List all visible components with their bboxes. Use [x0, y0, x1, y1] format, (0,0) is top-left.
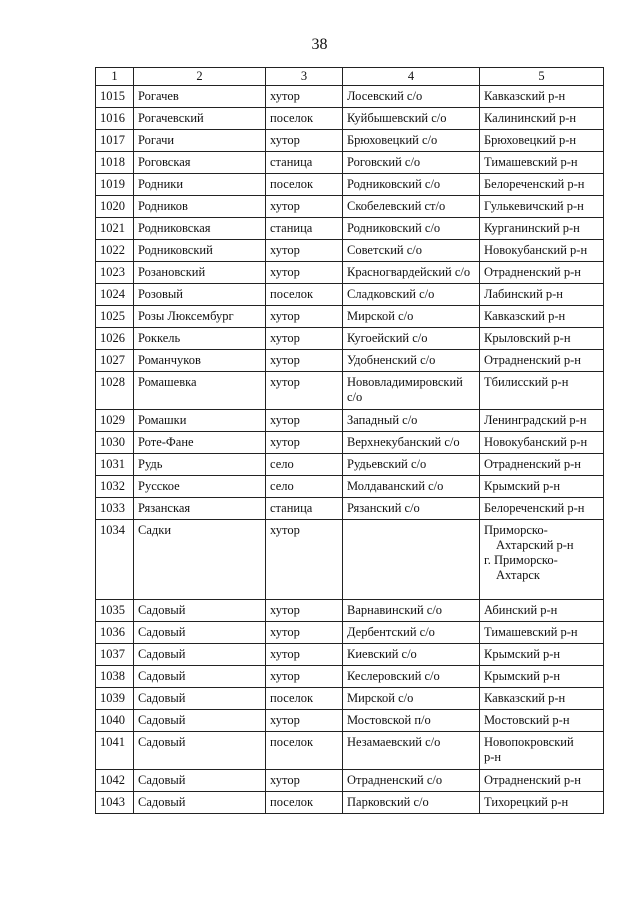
district-cell: Тимашевский р-н — [480, 152, 604, 174]
council-cell: Красногвардейский с/о — [343, 262, 480, 284]
row-number-cell: 1035 — [96, 600, 134, 622]
settlement-name-cell: Рогачевский — [134, 108, 266, 130]
settlement-type-cell: хутор — [266, 770, 343, 792]
district-cell: Отрадненский р-н — [480, 770, 604, 792]
row-number-cell: 1015 — [96, 86, 134, 108]
settlement-type-cell: поселок — [266, 174, 343, 196]
district-cell: Кавказский р-н — [480, 306, 604, 328]
settlement-type-cell: хутор — [266, 600, 343, 622]
district-line: р-н — [484, 750, 502, 764]
district-cell: Мостовский р-н — [480, 710, 604, 732]
district-cell: Новокубанский р-н — [480, 240, 604, 262]
council-cell — [343, 372, 480, 410]
table-row — [96, 520, 604, 600]
district-cell: Белореченский р-н — [480, 498, 604, 520]
district-cell: Брюховецкий р-н — [480, 130, 604, 152]
district-cell: Крымский р-н — [480, 476, 604, 498]
council-cell: Мостовской п/о — [343, 710, 480, 732]
settlement-name-cell: Рязанская — [134, 498, 266, 520]
table-row — [96, 666, 604, 688]
settlements-table — [95, 67, 604, 814]
row-number-cell: 1042 — [96, 770, 134, 792]
row-number-cell: 1021 — [96, 218, 134, 240]
council-cell: Кугоейский с/о — [343, 328, 480, 350]
settlement-type-cell: станица — [266, 498, 343, 520]
council-cell: Рудьевский с/о — [343, 454, 480, 476]
settlement-type-cell: хутор — [266, 130, 343, 152]
table-row — [96, 372, 604, 410]
settlement-type-cell: станица — [266, 218, 343, 240]
table-row — [96, 454, 604, 476]
row-number-cell: 1039 — [96, 688, 134, 710]
column-header: 1 — [96, 68, 134, 86]
row-number-cell: 1024 — [96, 284, 134, 306]
district-cell: Крымский р-н — [480, 644, 604, 666]
council-cell: Удобненский с/о — [343, 350, 480, 372]
settlement-name-cell: Родниковский — [134, 240, 266, 262]
column-header: 2 — [134, 68, 266, 86]
settlement-name-cell: Садовый — [134, 644, 266, 666]
row-number-cell: 1041 — [96, 732, 134, 770]
council-cell: Скобелевский ст/о — [343, 196, 480, 218]
row-number-cell: 1027 — [96, 350, 134, 372]
district-cell — [480, 520, 604, 600]
settlement-name-cell: Роговская — [134, 152, 266, 174]
council-cell: Дербентский с/о — [343, 622, 480, 644]
settlement-name-cell: Родники — [134, 174, 266, 196]
row-number-cell: 1034 — [96, 520, 134, 600]
settlement-name-cell: Родниковская — [134, 218, 266, 240]
settlement-name-cell: Садовый — [134, 688, 266, 710]
table-row — [96, 328, 604, 350]
settlement-name-cell: Ромашки — [134, 410, 266, 432]
settlement-type-cell: хутор — [266, 622, 343, 644]
district-cell: Тихорецкий р-н — [480, 792, 604, 814]
council-cell: Киевский с/о — [343, 644, 480, 666]
settlement-type-cell: хутор — [266, 520, 343, 600]
table-row — [96, 262, 604, 284]
table-row — [96, 710, 604, 732]
row-number-cell: 1032 — [96, 476, 134, 498]
district-cell: Калининский р-н — [480, 108, 604, 130]
settlement-type-cell: хутор — [266, 410, 343, 432]
district-cell — [480, 732, 604, 770]
table-row — [96, 688, 604, 710]
table-row — [96, 622, 604, 644]
table-row — [96, 86, 604, 108]
settlement-type-cell: поселок — [266, 284, 343, 306]
council-cell: Рязанский с/о — [343, 498, 480, 520]
district-cell: Курганинский р-н — [480, 218, 604, 240]
council-cell: Мирской с/о — [343, 688, 480, 710]
settlement-name-cell: Садовый — [134, 792, 266, 814]
settlement-type-cell: хутор — [266, 86, 343, 108]
district-line: Ахтарский р-н — [496, 538, 574, 552]
row-number-cell: 1022 — [96, 240, 134, 262]
table-row — [96, 240, 604, 262]
table-row — [96, 792, 604, 814]
district-cell: Крыловский р-н — [480, 328, 604, 350]
table-row — [96, 498, 604, 520]
row-number-cell: 1038 — [96, 666, 134, 688]
row-number-cell: 1025 — [96, 306, 134, 328]
district-line: г. Приморско- — [484, 553, 558, 567]
council-cell: Парковский с/о — [343, 792, 480, 814]
settlement-name-cell: Рудь — [134, 454, 266, 476]
district-cell: Гулькевичский р-н — [480, 196, 604, 218]
table-row — [96, 770, 604, 792]
district-cell: Отрадненский р-н — [480, 350, 604, 372]
table-row — [96, 196, 604, 218]
row-number-cell: 1043 — [96, 792, 134, 814]
council-cell: Сладковский с/о — [343, 284, 480, 306]
council-cell: Куйбышевский с/о — [343, 108, 480, 130]
table-row — [96, 218, 604, 240]
row-number-cell: 1016 — [96, 108, 134, 130]
settlement-type-cell: хутор — [266, 644, 343, 666]
council-cell: Варнавинский с/о — [343, 600, 480, 622]
settlement-type-cell: хутор — [266, 432, 343, 454]
council-cell: Родниковский с/о — [343, 218, 480, 240]
settlement-type-cell: поселок — [266, 732, 343, 770]
table-row — [96, 130, 604, 152]
table-row — [96, 284, 604, 306]
settlement-name-cell: Романчуков — [134, 350, 266, 372]
row-number-cell: 1020 — [96, 196, 134, 218]
council-cell: Советский с/о — [343, 240, 480, 262]
column-header: 5 — [480, 68, 604, 86]
district-cell: Ленинградский р-н — [480, 410, 604, 432]
row-number-cell: 1040 — [96, 710, 134, 732]
table-row — [96, 410, 604, 432]
settlement-type-cell: поселок — [266, 688, 343, 710]
row-number-cell: 1026 — [96, 328, 134, 350]
settlement-type-cell: село — [266, 476, 343, 498]
settlement-type-cell: хутор — [266, 328, 343, 350]
settlement-name-cell: Садовый — [134, 600, 266, 622]
table-row — [96, 732, 604, 770]
settlement-name-cell: Ромашевка — [134, 372, 266, 410]
settlement-name-cell: Рогачев — [134, 86, 266, 108]
table-row — [96, 600, 604, 622]
table-row — [96, 644, 604, 666]
row-number-cell: 1029 — [96, 410, 134, 432]
district-cell: Тимашевский р-н — [480, 622, 604, 644]
settlement-type-cell: хутор — [266, 350, 343, 372]
council-line: Нововладимировский — [347, 375, 463, 389]
table-row — [96, 174, 604, 196]
council-cell: Брюховецкий с/о — [343, 130, 480, 152]
row-number-cell: 1031 — [96, 454, 134, 476]
district-line: Ахтарск — [496, 568, 541, 582]
settlement-name-cell: Рогачи — [134, 130, 266, 152]
table-header-row — [96, 68, 604, 86]
council-cell: Лосевский с/о — [343, 86, 480, 108]
district-line: Новопокровский — [484, 735, 574, 749]
district-cell: Белореченский р-н — [480, 174, 604, 196]
settlement-name-cell: Розовый — [134, 284, 266, 306]
row-number-cell: 1030 — [96, 432, 134, 454]
council-cell: Кеслеровский с/о — [343, 666, 480, 688]
settlement-name-cell: Розы Люксембург — [134, 306, 266, 328]
district-cell: Кавказский р-н — [480, 688, 604, 710]
row-number-cell: 1023 — [96, 262, 134, 284]
settlement-type-cell: поселок — [266, 108, 343, 130]
settlement-name-cell: Садки — [134, 520, 266, 600]
council-cell: Родниковский с/о — [343, 174, 480, 196]
settlement-type-cell: станица — [266, 152, 343, 174]
settlement-type-cell: хутор — [266, 196, 343, 218]
settlement-name-cell: Садовый — [134, 622, 266, 644]
council-cell: Роговский с/о — [343, 152, 480, 174]
council-cell: Мирской с/о — [343, 306, 480, 328]
table-row — [96, 350, 604, 372]
council-cell: Западный с/о — [343, 410, 480, 432]
settlement-type-cell: хутор — [266, 240, 343, 262]
council-cell: Молдаванский с/о — [343, 476, 480, 498]
district-cell: Тбилисский р-н — [480, 372, 604, 410]
settlement-name-cell: Садовый — [134, 710, 266, 732]
district-cell: Отрадненский р-н — [480, 262, 604, 284]
settlement-type-cell: хутор — [266, 306, 343, 328]
council-cell: Отрадненский с/о — [343, 770, 480, 792]
settlement-type-cell: хутор — [266, 666, 343, 688]
district-cell: Крымский р-н — [480, 666, 604, 688]
settlement-name-cell: Садовый — [134, 666, 266, 688]
settlement-name-cell: Садовый — [134, 770, 266, 792]
settlement-name-cell: Русское — [134, 476, 266, 498]
settlement-type-cell: село — [266, 454, 343, 476]
row-number-cell: 1018 — [96, 152, 134, 174]
settlement-type-cell: хутор — [266, 710, 343, 732]
table-row — [96, 152, 604, 174]
settlement-name-cell: Родников — [134, 196, 266, 218]
table-row — [96, 476, 604, 498]
column-header: 3 — [266, 68, 343, 86]
district-cell: Лабинский р-н — [480, 284, 604, 306]
district-cell: Отрадненский р-н — [480, 454, 604, 476]
page-number: 38 — [311, 36, 328, 53]
row-number-cell: 1033 — [96, 498, 134, 520]
row-number-cell: 1028 — [96, 372, 134, 410]
row-number-cell: 1017 — [96, 130, 134, 152]
settlement-name-cell: Садовый — [134, 732, 266, 770]
table-row — [96, 306, 604, 328]
district-line: Приморско- — [484, 523, 548, 537]
council-line: с/о — [347, 390, 363, 404]
council-cell: Верхнекубанский с/о — [343, 432, 480, 454]
row-number-cell: 1019 — [96, 174, 134, 196]
settlement-type-cell: хутор — [266, 262, 343, 284]
row-number-cell: 1036 — [96, 622, 134, 644]
district-cell: Абинский р-н — [480, 600, 604, 622]
settlement-name-cell: Роккель — [134, 328, 266, 350]
settlement-name-cell: Роте-Фане — [134, 432, 266, 454]
district-cell: Новокубанский р-н — [480, 432, 604, 454]
column-header: 4 — [343, 68, 480, 86]
settlement-type-cell: хутор — [266, 372, 343, 410]
council-cell — [343, 520, 480, 600]
table-row — [96, 108, 604, 130]
row-number-cell: 1037 — [96, 644, 134, 666]
settlement-type-cell: поселок — [266, 792, 343, 814]
council-cell: Незамаевский с/о — [343, 732, 480, 770]
district-cell: Кавказский р-н — [480, 86, 604, 108]
table-row — [96, 432, 604, 454]
settlement-name-cell: Розановский — [134, 262, 266, 284]
